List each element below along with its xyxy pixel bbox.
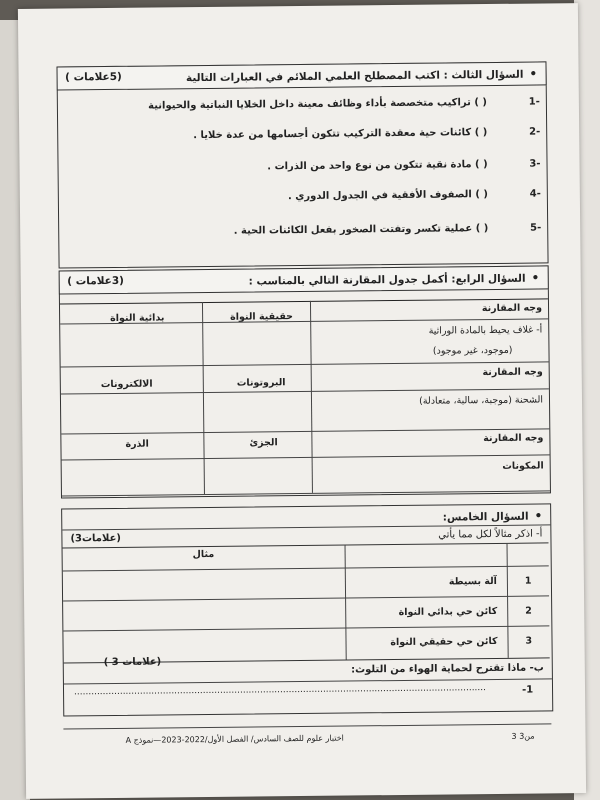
q4-row1-col2: بدائية النواة (110, 312, 165, 325)
q4-row2-col1: البروتونات (236, 377, 286, 389)
footer-page-number: 3 من3 (511, 731, 535, 741)
q5-answer-dots: ................................................................................................................................................ (73, 683, 487, 698)
q5-row2-num: 2 (525, 605, 532, 617)
q5-row1-num: 1 (524, 575, 532, 587)
q4-row3-col2: الذرة (125, 438, 149, 450)
q4-row2-aspect: وجه المقارنة (482, 366, 543, 379)
q4-row1-criterion: أ- غلاف يحيط بالمادة الوراثية (428, 324, 543, 337)
q5-sub-b: ب- ماذا تقترح لحماية الهواء من التلوث: (351, 662, 544, 676)
q5-example-header: مثال (192, 548, 215, 561)
q3-section (56, 61, 548, 268)
q3-item-5: -5 ( ) عملية تكسر وتفتت الصخور بفعل الكائنات الحية . (233, 222, 542, 237)
q3-header (56, 61, 546, 90)
q5-example-table (63, 542, 550, 663)
exam-sheet (18, 3, 586, 799)
q5-row3-num: 3 (525, 635, 533, 647)
q4-row2-col2: الالكترونات (100, 378, 153, 391)
q5-section (61, 503, 553, 716)
q4-marks: (3علامات ) (67, 274, 125, 287)
q3-marks: (5علامات ) (65, 70, 122, 83)
footer-exam-info: اختبار علوم للصف السادس/ الفصل الأول/2022-2023—نموذج A (125, 733, 344, 745)
q5-row2-label: كائن حي بدائي النواة (398, 605, 498, 618)
q3-item-3: -3 ( ) مادة نقية تتكون من نوع واحد من الذرات . (267, 158, 541, 173)
q5-title: •السؤال الخامس: (442, 508, 543, 524)
q4-section (59, 265, 551, 498)
q4-row1-col1: حقيقية النواة (230, 311, 294, 323)
q3-item-2: -2 ( ) كائنات حية معقدة التركيب تتكون أجسامها من عدة خلايا . (193, 126, 541, 142)
q5-row1-label: آلة بسيطة (448, 575, 497, 588)
q4-title: •السؤال الرابع: أكمل جدول المقارنة التالي بالمناسب : (248, 270, 540, 288)
q5-marks-b: ( 3 علامات) (103, 656, 162, 669)
q5-sub-a: أ- اذكر مثالاً لكل مما يأتي (438, 528, 543, 541)
q3-title: •السؤال الثالث : اكتب المصطلح العلمي الملائم في العبارات التالية (185, 66, 538, 84)
q4-header (58, 265, 548, 294)
q3-item-1: -1 ( ) تراكيب متخصصة بأداء وظائف معينة داخل الخلايا النباتية والحيوانية (148, 96, 540, 112)
q5-marks-a: (3علامات) (70, 532, 122, 545)
q4-row3-aspect: وجه المقارنة (483, 432, 544, 445)
q5-row3-label: كائن حي حقيقي النواة (390, 635, 498, 649)
q4-row1-aspect: وجه المقارنة (481, 302, 543, 315)
q5-answer-num: -1 (521, 684, 534, 696)
q4-row3-criterion: المكونات (502, 460, 544, 472)
q4-row1-hint: (موجود، غير موجود) (432, 344, 513, 357)
q3-item-4: -4 ( ) الصفوف الأفقية في الجدول الدوري . (287, 188, 541, 203)
q4-row3-col1: الجزئ (249, 437, 278, 449)
q4-row2-criterion: الشحنة (موجبة، سالبة، متعادلة) (419, 394, 544, 407)
